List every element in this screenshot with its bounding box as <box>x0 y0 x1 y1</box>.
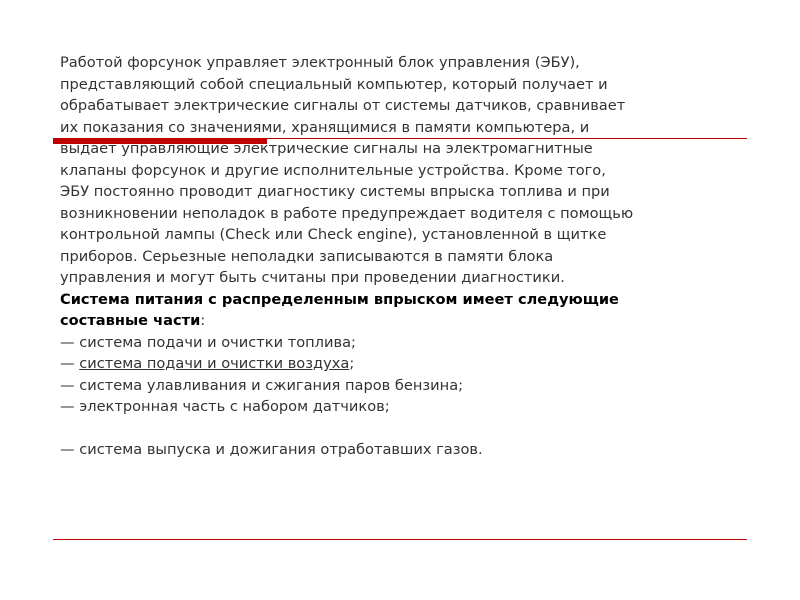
list-item-fuel-supply: — система подачи и очистки топлива; <box>60 333 356 351</box>
paragraph-line: управления и могут быть считаны при проведении диагностики. <box>60 269 565 286</box>
list-item-electronics: — электронная часть с набором датчиков; <box>60 398 390 415</box>
paragraph-line: клапаны форсунок и другие исполнительные устройства. Кроме того, <box>60 161 606 179</box>
paragraph-line: возникновении неполадок в работе предупреждает водителя с помощью <box>60 204 634 222</box>
list-item-vapor-capture: — система улавливания и сжигания паров бензина; <box>60 376 464 394</box>
paragraph-line: выдает управляющие электрические сигналы на электромагнитные <box>60 140 593 157</box>
list-item-end: ; <box>349 355 355 372</box>
list-item-dash: — <box>60 355 80 372</box>
paragraph-line: представляющий собой специальный компьютер, который получает и <box>60 75 608 93</box>
section-heading-line2: составные части <box>60 312 201 329</box>
list-item-air-supply <box>60 353 750 375</box>
paragraph-line: обрабатывает электрические сигналы от системы датчиков, сравнивает <box>60 97 626 114</box>
paragraph-line: контрольной лампы (Check или Check engine), установленной в щитке <box>60 226 607 243</box>
intro-paragraph <box>60 52 750 289</box>
paragraph-line: их показания со значениями, хранящимися в памяти компьютера, и <box>60 118 590 136</box>
heading-colon: : <box>200 312 206 329</box>
list-item-exhaust: — система выпуска и дожигания отработавших газов. <box>60 441 483 458</box>
divider-line-bottom <box>53 539 747 540</box>
air-supply-link[interactable]: система подачи и очистки воздуха <box>79 355 350 372</box>
section-heading-line1: Система питания с распределенным впрыском имеет следующие <box>60 290 619 308</box>
section-heading <box>60 289 750 311</box>
slide-body <box>60 52 750 461</box>
paragraph-line: Работой форсунок управляет электронный блок управления (ЭБУ), <box>60 54 580 71</box>
section-heading-continued <box>60 310 750 332</box>
paragraph-line: приборов. Серьезные неполадки записываются в памяти блока <box>60 247 554 265</box>
components-list <box>60 332 750 461</box>
paragraph-line: ЭБУ постоянно проводит диагностику системы впрыска топлива и при <box>60 183 610 200</box>
